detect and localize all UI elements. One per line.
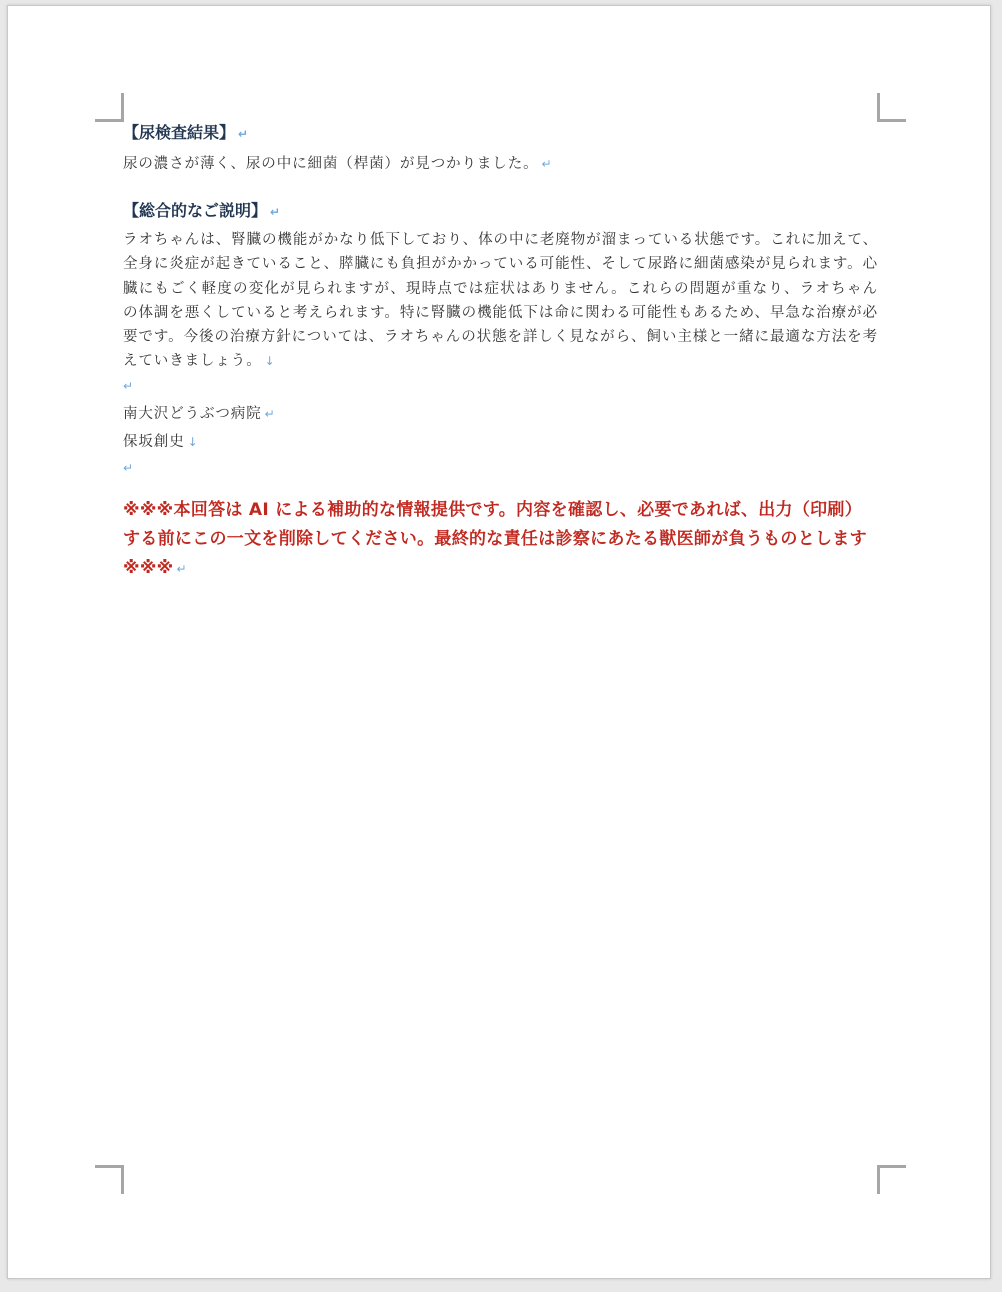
summary-heading: 【総合的なご説明】 ↵ (123, 201, 281, 220)
paragraph-mark: ↵ (264, 406, 275, 421)
margin-corner-top-right (877, 93, 906, 122)
margin-corner-bottom-right (877, 1165, 906, 1194)
paragraph-mark: ↵ (176, 561, 187, 576)
summary-paragraph: ラオちゃんは、腎臓の機能がかなり低下しており、体の中に老廃物が溜まっている状態です。これに加えて、全身に炎症が起きていること、膵臓にも負担がかかっている可能性、そして尿路に細菌感染が見られます。心臓にもごく軽度の変化が見られますが、現時点では症状はありません。これらの問題が重なり、ラオちゃんの体調を悪くしていると考えられます。特に腎臓の機能低下は命に関わる可能性もあるため、早急な治療が必要です。今後の治療方針については、ラオちゃんの状態を詳しく見ながら、飼い主様と一緒に最適な方法を考えていきましょう。 ↓ (123, 232, 878, 370)
paragraph-mark: ↵ (541, 157, 552, 171)
empty-paragraph: ↵ (123, 378, 134, 393)
margin-corner-top-left (95, 93, 124, 122)
margin-corner-bottom-left (95, 1165, 124, 1194)
paragraph-mark: ↵ (238, 127, 249, 141)
document-page (7, 5, 991, 1279)
ai-disclaimer-notice: ※※※本回答は AI による補助的な情報提供です。内容を確認し、必要であれば、出力（印刷）する前にこの一文を削除してください。最終的な責任は診察にあたる獣医師が負うものとします※※※ ↵ (123, 499, 867, 578)
empty-paragraph: ↵ (123, 460, 134, 475)
document-body[interactable] (123, 118, 878, 584)
paragraph-mark: ↵ (270, 205, 281, 219)
clinic-name: 南大沢どうぶつ病院 ↵ (123, 405, 275, 422)
urine-test-result: 尿の濃さが薄く、尿の中に細菌（桿菌）が見つかりました。 ↵ (123, 156, 552, 172)
line-break-mark: ↓ (187, 434, 198, 449)
urine-test-heading: 【尿検査結果】 ↵ (123, 123, 249, 142)
line-break-mark: ↓ (264, 354, 275, 369)
doctor-name: 保坂創史 ↓ (123, 433, 198, 450)
